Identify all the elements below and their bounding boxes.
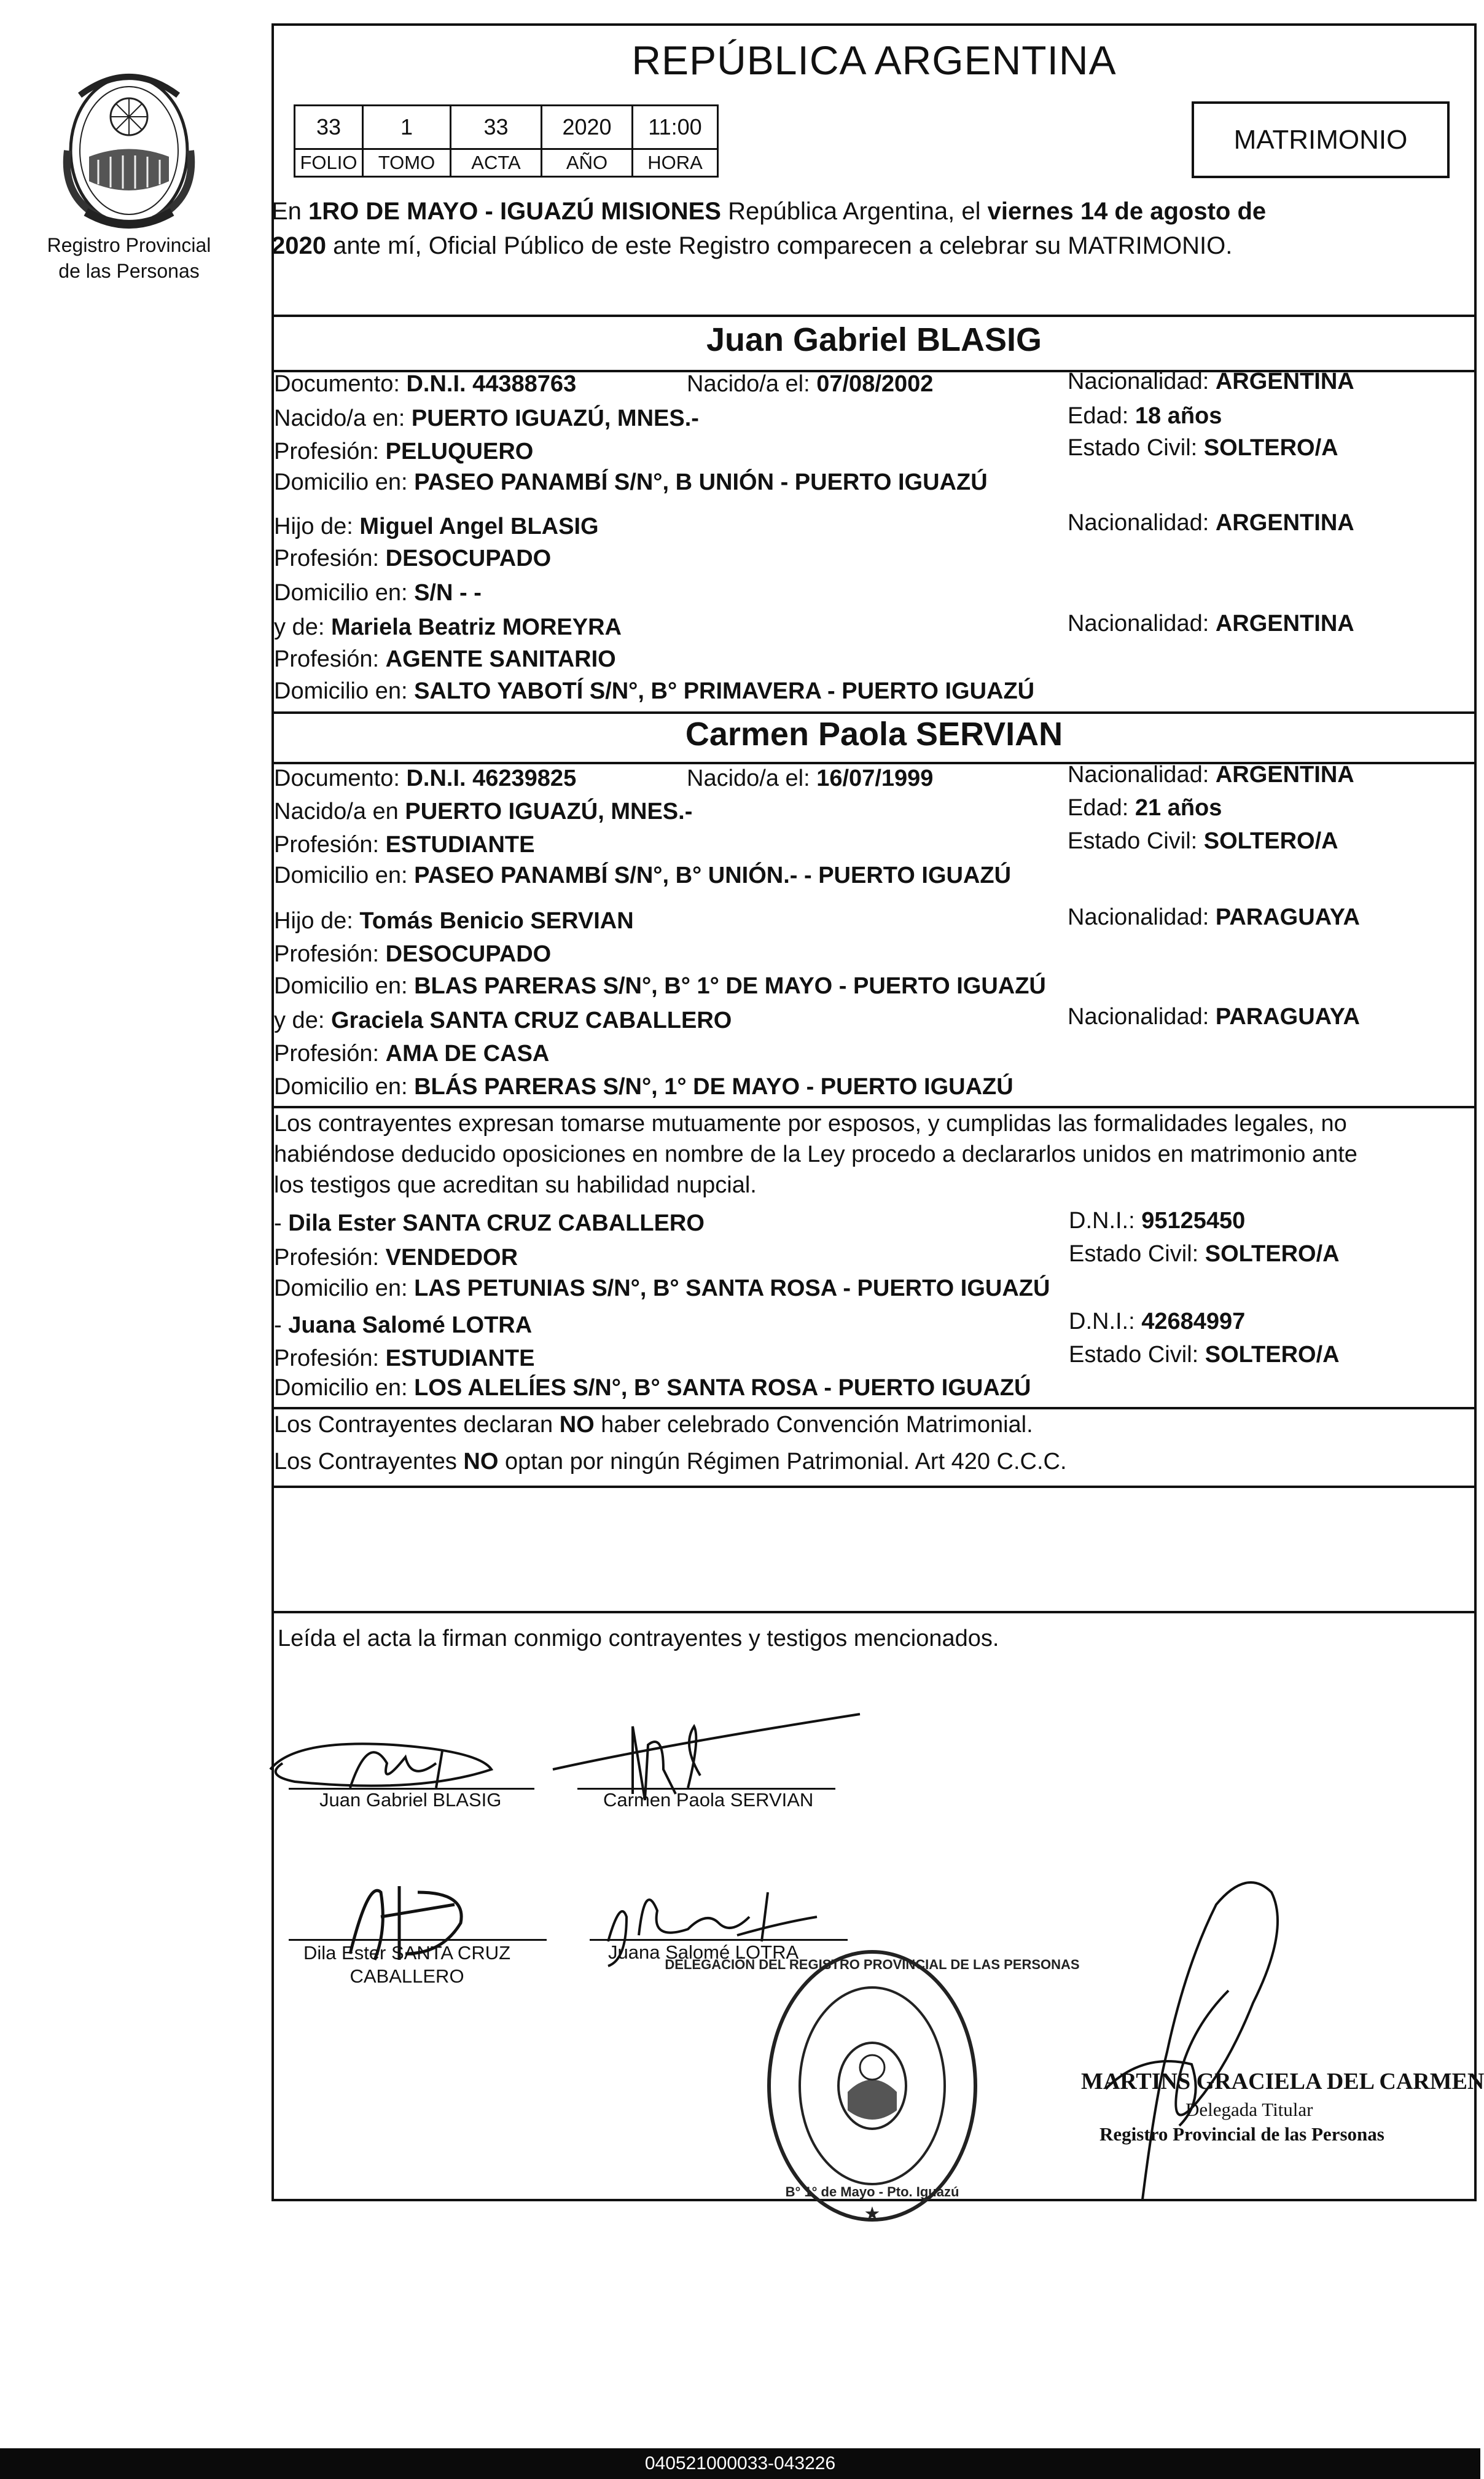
signature-spouse1-label: Juan Gabriel BLASIG: [319, 1789, 502, 1811]
spouse2-father-nationality: Nacionalidad: PARAGUAYA: [1068, 904, 1360, 930]
spouse1-nationality: Nacionalidad: ARGENTINA: [1068, 369, 1354, 394]
spouse1-birthdate: Nacido/a el: 07/08/2002: [687, 371, 934, 397]
spouse1-mother-profession: Profesión: AGENTE SANITARIO: [274, 646, 616, 672]
hour-value: 11:00: [633, 106, 718, 149]
spouse1-document: Documento: D.N.I. 44388763: [274, 371, 577, 397]
spouse1-father-nationality: Nacionalidad: ARGENTINA: [1068, 510, 1354, 536]
spouse1-age: Edad: 18 años: [1068, 403, 1222, 429]
spouse2-profession: Profesión: ESTUDIANTE: [274, 832, 535, 858]
svg-text:B° 1° de Mayo - Pto. Iguazú: B° 1° de Mayo - Pto. Iguazú: [785, 2184, 959, 2199]
acta-value: 33: [451, 106, 542, 149]
acta-label: ACTA: [451, 149, 542, 177]
signature-witness1-label: Dila Ester SANTA CRUZ CABALLERO: [303, 1942, 511, 1987]
official-name: MARTINS GRACIELA DEL CARMEN: [1081, 2069, 1484, 2094]
spouse2-father-profession: Profesión: DESOCUPADO: [274, 941, 552, 967]
closing-statement: Leída el acta la firman conmigo contrayentes y testigos mencionados.: [278, 1626, 999, 1651]
footer-bar: [0, 2448, 1480, 2479]
divider: [271, 711, 1477, 714]
hour-label: HORA: [633, 149, 718, 177]
spouse1-birthplace: Nacido/a en: PUERTO IGUAZÚ, MNES.-: [274, 405, 699, 431]
official-role: Delegada Titular: [1185, 2099, 1313, 2120]
spouse2-civil-status: Estado Civil: SOLTERO/A: [1068, 828, 1338, 854]
divider: [271, 1486, 1477, 1488]
witness2-address: Domicilio en: LOS ALELÍES S/N°, B° SANTA ROSA - PUERTO IGUAZÚ: [274, 1375, 1031, 1401]
spouse2-birthplace: Nacido/a en PUERTO IGUAZÚ, MNES.-: [274, 799, 693, 824]
registry-label: Registro Provincial de las Personas: [47, 234, 211, 282]
divider: [271, 315, 1477, 317]
convention-line-2: Los Contrayentes NO optan por ningún Régimen Patrimonial. Art 420 C.C.C.: [274, 1449, 1067, 1474]
convention-line-1: Los Contrayentes declaran NO haber celebrado Convención Matrimonial.: [274, 1412, 1033, 1438]
spouse2-father-address: Domicilio en: BLAS PARERAS S/N°, B° 1° DE MAYO - PUERTO IGUAZÚ: [274, 973, 1046, 999]
witness1-address: Domicilio en: LAS PETUNIAS S/N°, B° SANTA ROSA - PUERTO IGUAZÚ: [274, 1275, 1050, 1301]
spouse2-mother-nationality: Nacionalidad: PARAGUAYA: [1068, 1004, 1360, 1030]
witness1-profession: Profesión: VENDEDOR: [274, 1245, 518, 1271]
signature-line: [590, 1939, 848, 1941]
witness2-name: - Juana Salomé LOTRA: [274, 1312, 533, 1338]
spouse1-profession: Profesión: PELUQUERO: [274, 439, 534, 464]
spouse2-mother-address: Domicilio en: BLÁS PARERAS S/N°, 1° DE MAYO - PUERTO IGUAZÚ: [274, 1074, 1013, 1100]
svg-text:★: ★: [864, 2204, 881, 2224]
record-index-table: [294, 104, 719, 178]
intro-paragraph: En 1RO DE MAYO - IGUAZÚ MISIONES República Argentina, el viernes 14 de agosto de 2020 ante mí, Oficial Público de este Registro comparecen a celebrar su MATRIMONIO.: [271, 198, 1267, 259]
declaration-paragraph: Los contrayentes expresan tomarse mutuamente por esposos, y cumplidas las formalidades legales, no habiéndose deducido oposiciones en nombre de la Ley procedo a declararlos unidos en matrimonio ante los testigos que acreditan su habilidad nupcial.: [274, 1111, 1357, 1198]
signature-line: [289, 1939, 547, 1941]
signature-official: [1069, 1868, 1339, 2199]
spouse1-mother-address: Domicilio en: SALTO YABOTÍ S/N°, B° PRIMAVERA - PUERTO IGUAZÚ: [274, 678, 1035, 704]
witness2-profession: Profesión: ESTUDIANTE: [274, 1345, 535, 1371]
spouse2-mother-profession: Profesión: AMA DE CASA: [274, 1041, 550, 1067]
spouse2-document: Documento: D.N.I. 46239825: [274, 766, 577, 791]
official-office: Registro Provincial de las Personas: [1099, 2123, 1384, 2145]
spouse2-father: Hijo de: Tomás Benicio SERVIAN: [274, 908, 634, 934]
folio-value: 33: [295, 106, 363, 149]
divider: [271, 1407, 1477, 1409]
year-label: AÑO: [542, 149, 633, 177]
registry-crest-logo: [43, 58, 215, 243]
svg-text:DELEGACIÓN DEL REGISTRO PROVIN: DELEGACIÓN DEL REGISTRO PROVINCIAL DE LAS PERSONAS: [665, 1957, 1080, 1972]
spouse1-name: Juan Gabriel BLASIG: [706, 321, 1042, 358]
footer-code: 040521000033-043226: [644, 2453, 836, 2473]
spouse2-nationality: Nacionalidad: ARGENTINA: [1068, 762, 1354, 788]
year-value: 2020: [542, 106, 633, 149]
document-title: REPÚBLICA ARGENTINA: [631, 37, 1117, 83]
tomo-value: 1: [363, 106, 451, 149]
spouse1-civil-status: Estado Civil: SOLTERO/A: [1068, 435, 1338, 461]
spouse1-mother: y de: Mariela Beatriz MOREYRA: [274, 614, 622, 640]
spouse2-address: Domicilio en: PASEO PANAMBÍ S/N°, B° UNIÓN.- - PUERTO IGUAZÚ: [274, 863, 1012, 888]
spouse2-age: Edad: 21 años: [1068, 795, 1222, 821]
tomo-label: TOMO: [363, 149, 451, 177]
witness1-dni: D.N.I.: 95125450: [1069, 1208, 1246, 1234]
folio-label: FOLIO: [295, 149, 363, 177]
record-type-box: [1192, 101, 1450, 178]
witness2-dni: D.N.I.: 42684997: [1069, 1309, 1246, 1334]
divider: [271, 1611, 1477, 1613]
signature-spouse2-label: Carmen Paola SERVIAN: [603, 1789, 814, 1811]
witness2-civil-status: Estado Civil: SOLTERO/A: [1069, 1342, 1340, 1368]
signature-witness2-label: Juana Salomé LOTRA: [608, 1941, 799, 1963]
spouse1-mother-nationality: Nacionalidad: ARGENTINA: [1068, 611, 1354, 636]
spouse1-father-profession: Profesión: DESOCUPADO: [274, 546, 552, 571]
witness1-civil-status: Estado Civil: SOLTERO/A: [1069, 1241, 1340, 1267]
spouse2-birthdate: Nacido/a el: 16/07/1999: [687, 766, 934, 791]
spouse1-address: Domicilio en: PASEO PANAMBÍ S/N°, B UNIÓN - PUERTO IGUAZÚ: [274, 469, 988, 495]
spouse1-father-address: Domicilio en: S/N - -: [274, 580, 482, 606]
record-type: MATRIMONIO: [1233, 125, 1408, 155]
spouse2-name: Carmen Paola SERVIAN: [685, 716, 1063, 753]
witness1-name: - Dila Ester SANTA CRUZ CABALLERO: [274, 1210, 705, 1236]
spouse1-father: Hijo de: Miguel Angel BLASIG: [274, 514, 599, 539]
spouse2-mother: y de: Graciela SANTA CRUZ CABALLERO: [274, 1008, 732, 1033]
